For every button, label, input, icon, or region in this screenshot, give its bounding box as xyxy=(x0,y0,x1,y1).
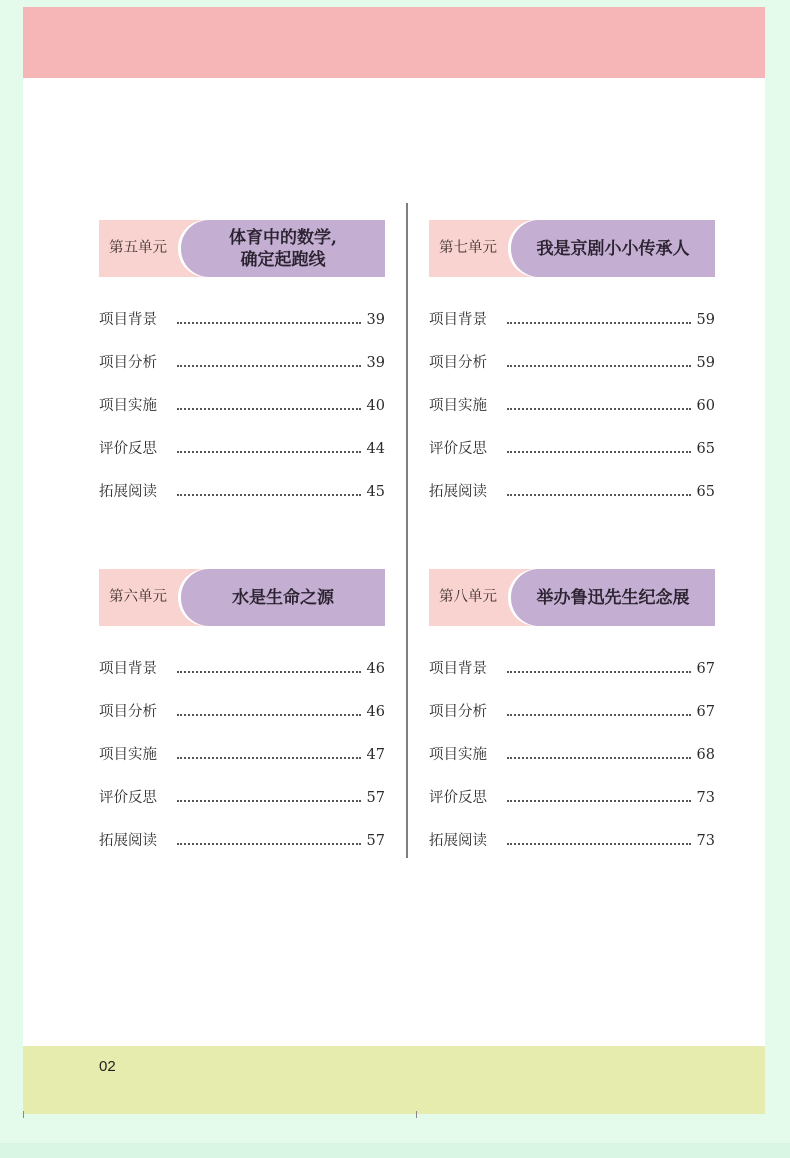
unit-title-line1: 我是京剧小小传承人 xyxy=(536,238,690,259)
dot-leader xyxy=(507,482,691,496)
toc-entry[interactable] xyxy=(99,353,385,396)
toc-entry-label: 项目分析 xyxy=(429,355,487,371)
toc-entry[interactable] xyxy=(99,745,385,788)
unit-header xyxy=(429,569,715,626)
unit-header xyxy=(99,220,385,277)
unit-title xyxy=(229,227,337,271)
toc-entry-page: 46 xyxy=(366,704,385,720)
toc-entry[interactable] xyxy=(429,310,715,353)
unit-section-6 xyxy=(99,569,385,874)
toc-entry-label: 项目分析 xyxy=(99,704,157,720)
dot-leader xyxy=(507,353,691,367)
crop-mark xyxy=(23,1111,24,1118)
header-band xyxy=(23,7,765,78)
toc-entry-label: 项目背景 xyxy=(99,661,157,677)
toc-list xyxy=(99,310,385,525)
toc-entry-label: 拓展阅读 xyxy=(429,484,487,500)
toc-entry[interactable] xyxy=(429,439,715,482)
toc-entry-label: 项目实施 xyxy=(99,398,157,414)
toc-entry-label: 评价反思 xyxy=(429,790,487,806)
dot-leader xyxy=(177,310,361,324)
toc-entry-label: 评价反思 xyxy=(99,441,157,457)
toc-entry-label: 项目实施 xyxy=(429,398,487,414)
dot-leader xyxy=(507,310,691,324)
toc-entry-page: 39 xyxy=(366,355,385,371)
unit-label: 第七单元 xyxy=(439,240,497,256)
unit-section-8 xyxy=(429,569,715,874)
dot-leader xyxy=(507,788,691,802)
dot-leader xyxy=(507,396,691,410)
bottom-strip xyxy=(0,1143,790,1158)
dot-leader xyxy=(507,745,691,759)
unit-title-pill xyxy=(181,569,385,626)
toc-entry-page: 47 xyxy=(366,747,385,763)
unit-title xyxy=(537,238,690,260)
unit-title-line1: 举办鲁迅先生纪念展 xyxy=(536,587,690,608)
toc-entry-page: 73 xyxy=(696,833,715,849)
toc-entry[interactable] xyxy=(429,831,715,874)
dot-leader xyxy=(507,439,691,453)
toc-list xyxy=(429,659,715,874)
toc-entry[interactable] xyxy=(99,396,385,439)
toc-entry[interactable] xyxy=(429,396,715,439)
dot-leader xyxy=(177,831,361,845)
toc-entry[interactable] xyxy=(429,353,715,396)
toc-entry-page: 46 xyxy=(366,661,385,677)
toc-entry-page: 67 xyxy=(696,704,715,720)
unit-title-pill xyxy=(181,220,385,277)
toc-entry-label: 拓展阅读 xyxy=(99,833,157,849)
toc-entry-page: 73 xyxy=(696,790,715,806)
page-number: 02 xyxy=(99,1058,116,1075)
toc-entry-label: 拓展阅读 xyxy=(429,833,487,849)
toc-entry[interactable] xyxy=(99,831,385,874)
toc-entry-label: 项目实施 xyxy=(99,747,157,763)
toc-entry-page: 39 xyxy=(366,312,385,328)
dot-leader xyxy=(507,702,691,716)
unit-title xyxy=(537,587,690,609)
toc-entry-page: 68 xyxy=(696,747,715,763)
toc-entry-page: 60 xyxy=(696,398,715,414)
unit-title-line2: 确定起跑线 xyxy=(240,249,326,270)
unit-title-line1: 体育中的数学, xyxy=(229,227,337,248)
dot-leader xyxy=(507,831,691,845)
toc-entry-label: 评价反思 xyxy=(429,441,487,457)
crop-mark xyxy=(416,1111,417,1118)
unit-label: 第五单元 xyxy=(109,240,167,256)
column-divider xyxy=(406,203,408,858)
dot-leader xyxy=(177,659,361,673)
toc-entry[interactable] xyxy=(429,702,715,745)
toc-entry[interactable] xyxy=(429,745,715,788)
unit-section-7 xyxy=(429,220,715,525)
unit-label: 第八单元 xyxy=(439,589,497,605)
toc-entry[interactable] xyxy=(99,482,385,525)
toc-entry-page: 65 xyxy=(696,441,715,457)
toc-entry[interactable] xyxy=(429,788,715,831)
toc-entry-label: 项目背景 xyxy=(99,312,157,328)
unit-header xyxy=(429,220,715,277)
toc-entry-label: 项目分析 xyxy=(429,704,487,720)
toc-entry-label: 项目背景 xyxy=(429,661,487,677)
unit-title-pill xyxy=(511,569,715,626)
toc-entry-page: 44 xyxy=(366,441,385,457)
toc-entry[interactable] xyxy=(429,659,715,702)
unit-title xyxy=(232,587,334,609)
toc-entry-page: 67 xyxy=(696,661,715,677)
unit-label: 第六单元 xyxy=(109,589,167,605)
toc-entry-label: 评价反思 xyxy=(99,790,157,806)
dot-leader xyxy=(177,396,361,410)
toc-entry[interactable] xyxy=(99,659,385,702)
toc-entry-page: 57 xyxy=(366,790,385,806)
toc-entry-page: 45 xyxy=(366,484,385,500)
dot-leader xyxy=(177,439,361,453)
dot-leader xyxy=(177,788,361,802)
toc-entry-page: 40 xyxy=(366,398,385,414)
dot-leader xyxy=(177,353,361,367)
toc-entry-page: 59 xyxy=(696,312,715,328)
toc-entry-label: 项目实施 xyxy=(429,747,487,763)
dot-leader xyxy=(177,482,361,496)
toc-page xyxy=(23,7,765,1114)
unit-title-line1: 水是生命之源 xyxy=(232,587,334,608)
unit-header xyxy=(99,569,385,626)
toc-entry-page: 57 xyxy=(366,833,385,849)
toc-entry[interactable] xyxy=(99,310,385,353)
toc-entry-page: 59 xyxy=(696,355,715,371)
toc-entry-page: 65 xyxy=(696,484,715,500)
toc-entry[interactable] xyxy=(99,788,385,831)
toc-entry[interactable] xyxy=(429,482,715,525)
toc-entry[interactable] xyxy=(99,439,385,482)
dot-leader xyxy=(507,659,691,673)
toc-list xyxy=(99,659,385,874)
toc-list xyxy=(429,310,715,525)
toc-entry-label: 拓展阅读 xyxy=(99,484,157,500)
toc-entry[interactable] xyxy=(99,702,385,745)
dot-leader xyxy=(177,702,361,716)
unit-section-5 xyxy=(99,220,385,525)
toc-entry-label: 项目分析 xyxy=(99,355,157,371)
unit-title-pill xyxy=(511,220,715,277)
dot-leader xyxy=(177,745,361,759)
footer-band xyxy=(23,1046,765,1114)
toc-entry-label: 项目背景 xyxy=(429,312,487,328)
